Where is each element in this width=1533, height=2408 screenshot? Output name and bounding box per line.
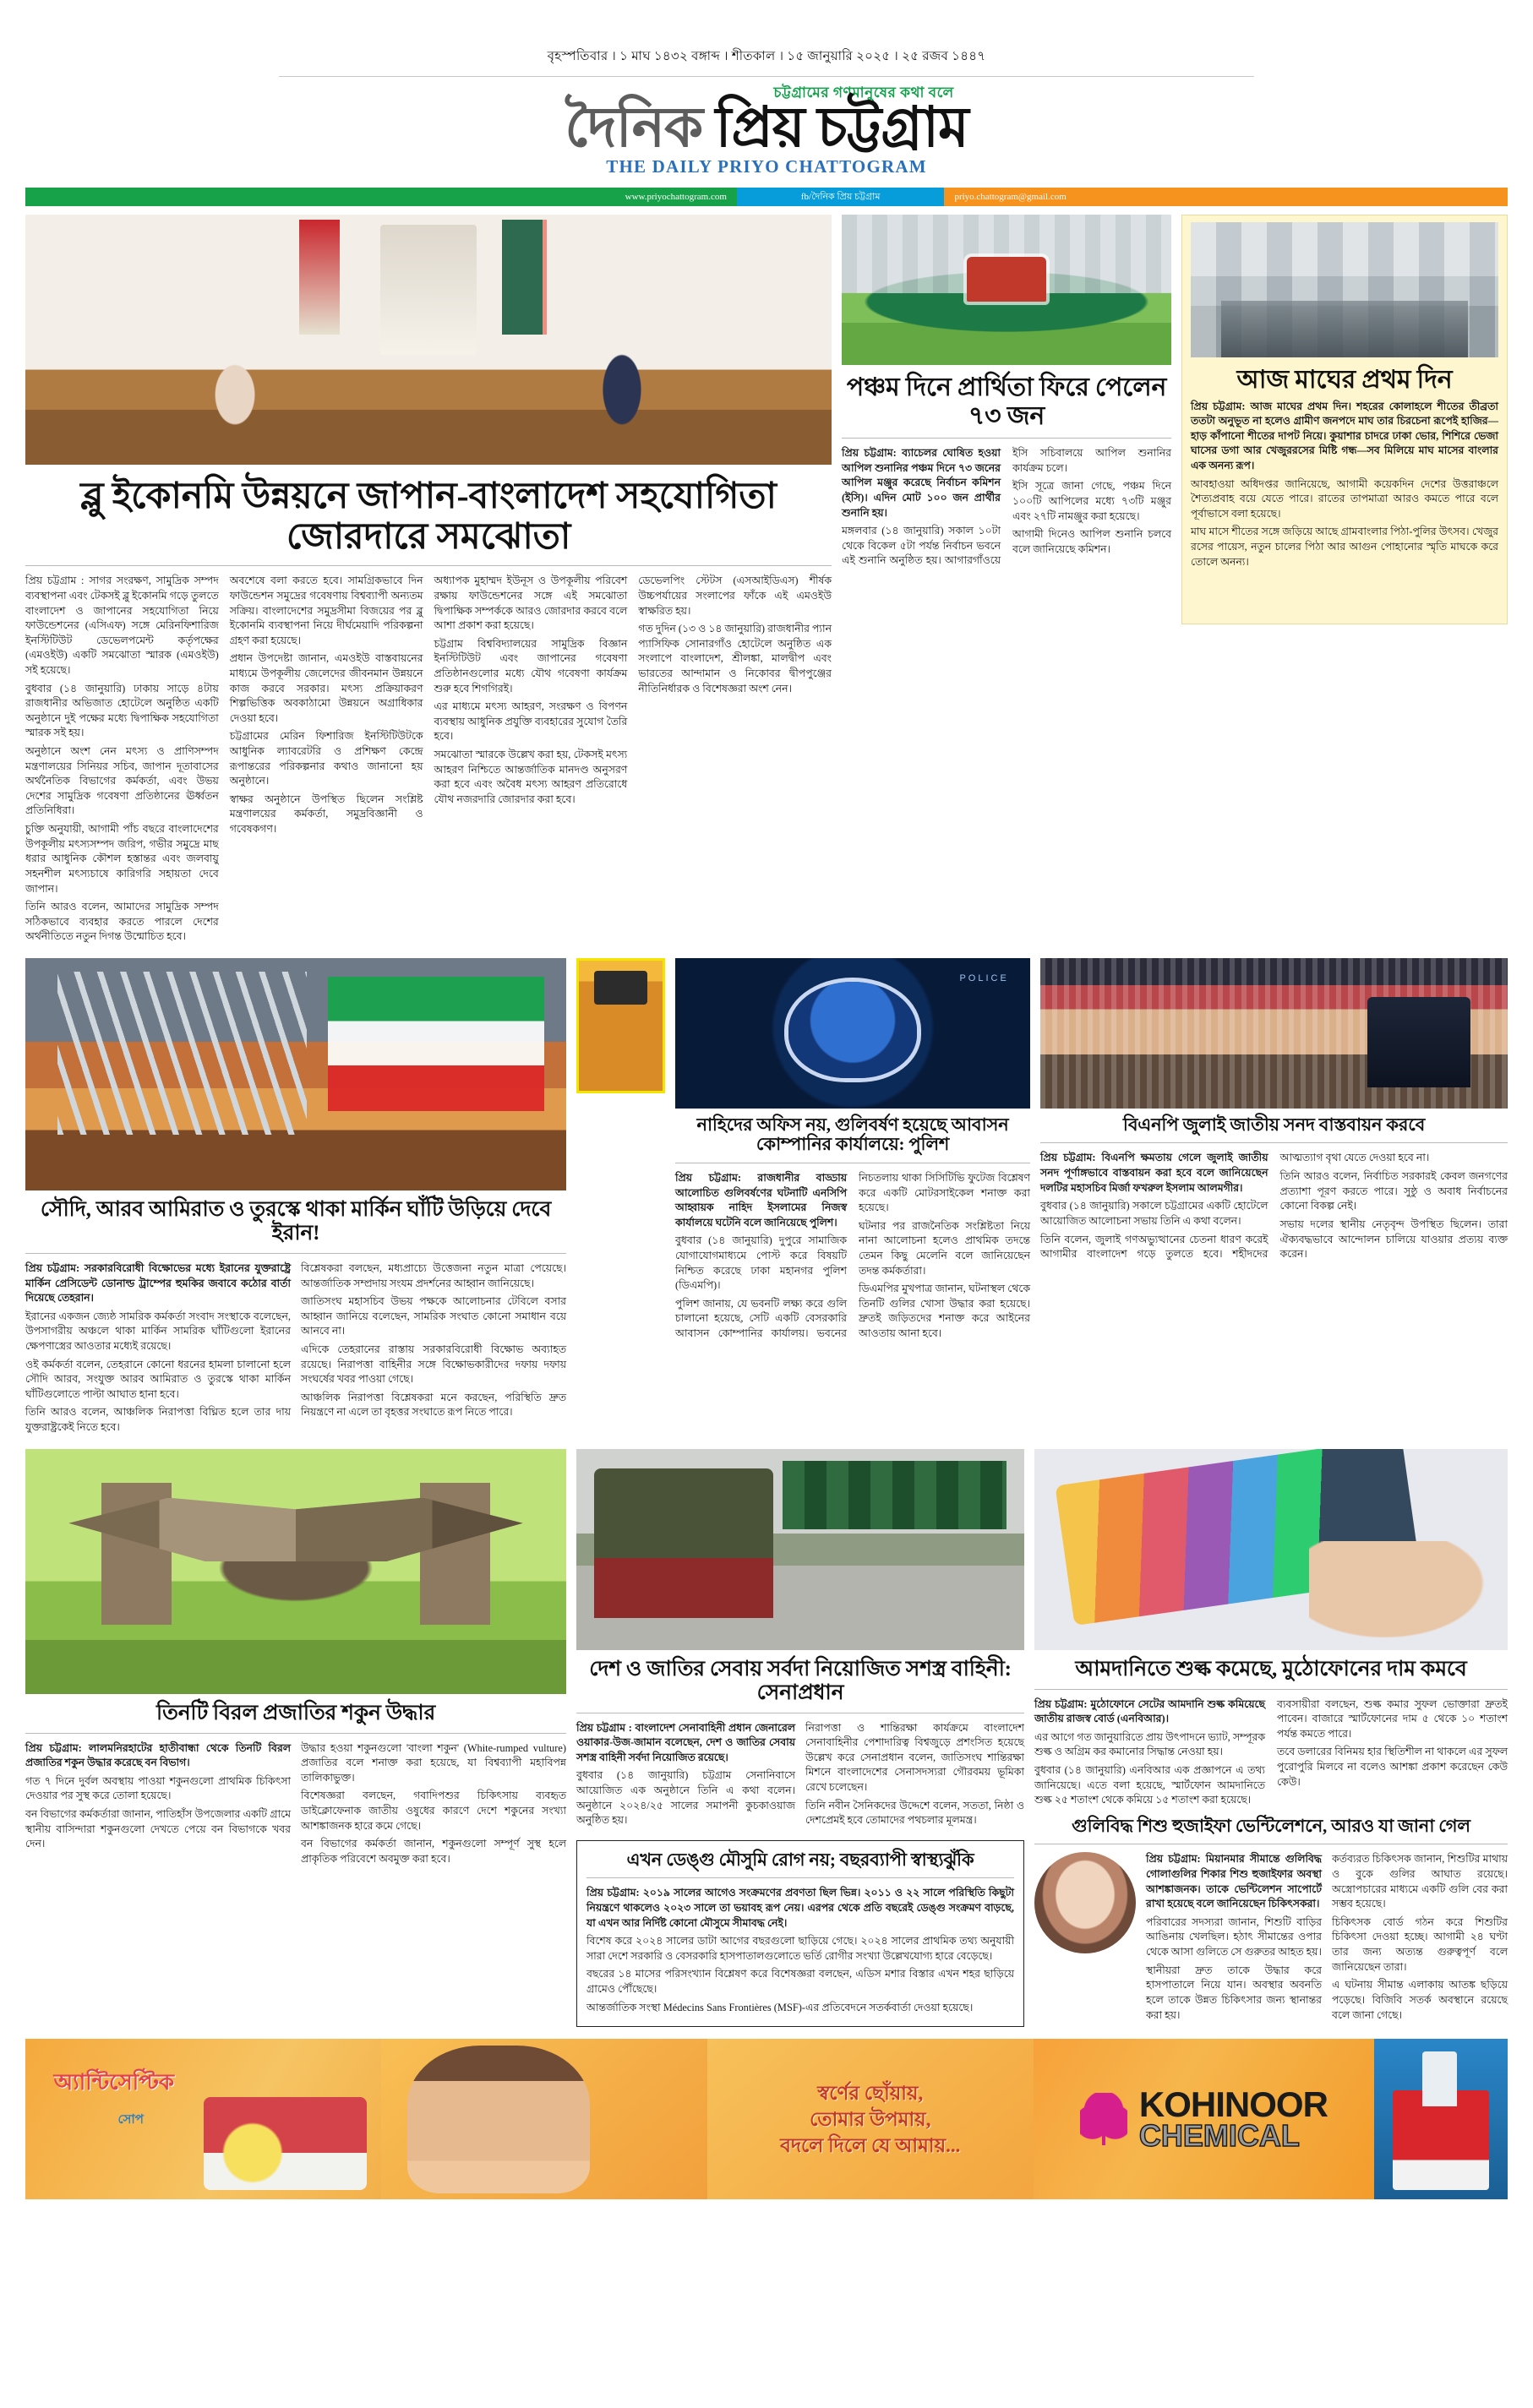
paragraph: বিশেষ করে ২০২৪ সালের ডাটা আগের বছরগুলো ছাড়িয়ে গেছে। ২০২৪ সালের প্রাথমিক তথ্য অনুযায়ী সারা দেশে সরকারি ও বেসরকারি হাসপাতালগুলোতে ভর্তি রোগীর সংখ্যা উল্লেখযোগ্য হারে বেড়েছে। <box>586 1935 1014 1962</box>
weather-story <box>1181 215 1508 948</box>
paragraph: মঙ্গলবার (১৪ জানুয়ারি) সকাল ১০টা থেকে বিকেল ৫টা পর্যন্ত নির্বাচন ভবনে এই শুনানি অনুষ্ঠিত হয়। আগারগাঁওয়ে ইসি সচিবালয়ে আপিল শুনানির কার্যক্রম চলে। <box>842 447 1171 567</box>
paragraph: তবে ডলারের বিনিময় হার স্থিতিশীল না থাকলে এর সুফল পুরোপুরি মিলবে না বলেও আশঙ্কা প্রকাশ করেছেন কেউ কেউ। <box>1277 1746 1508 1788</box>
divider <box>586 1877 1014 1878</box>
paragraph: আবহাওয়া অধিদপ্তর জানিয়েছে, আগামী কয়েকদিন দেশের উত্তরাঞ্চলে শৈত্যপ্রবাহ বয়ে যেতে পারে। রাতের তাপমাত্রা আরও কমতে পারে বলে পূর্বাভাসে বলা হয়েছে। <box>1191 477 1498 520</box>
paragraph: বন বিভাগের কর্মকর্তা জানান, শকুনগুলো সম্পূর্ণ সুস্থ হলে প্রাকৃতিক পরিবেশে অবমুক্ত করা হবে। <box>301 1838 566 1865</box>
ec-story-headline[interactable]: পঞ্চম দিনে প্রার্থিতা ফিরে পেলেন ৭৩ জন <box>846 373 1167 430</box>
child-story-photo-wrap <box>1034 1852 1136 2026</box>
paragraph: ইরানের একজন জ্যেষ্ঠ সামরিক কর্মকর্তা সংবাদ সংস্থাকে বলেছেন, উপসাগরীয় অঞ্চলে থাকা মার্কিন সামরিক ঘাঁটিগুলো ইরানের ক্ষেপণাস্ত্রের আওতার মধ্যেই রয়েছে। <box>25 1310 291 1352</box>
vulture-story <box>25 1449 566 2028</box>
paragraph: অনুষ্ঠানে অংশ নেন মৎস্য ও প্রাণিসম্পদ মন্ত্রণালয়ের সিনিয়র সচিব, জাপান দূতাবাসের অর্থনৈতিক বিভাগের কর্মকর্তা, এবং উভয় দেশের সামুদ্রিক গবেষণা প্রতিষ্ঠানের ঊর্ধ্বতন প্রতিনিধিরা। <box>25 745 219 817</box>
police-story-photo <box>675 958 1030 1109</box>
weather-story-headline[interactable]: আজ মাঘের প্রথম দিন <box>1236 366 1453 394</box>
weather-story-box <box>1181 215 1508 624</box>
paragraph: আগামী দিনেও আপিল শুনানি চলবে বলে জানিয়েছে কমিশন। <box>1012 528 1171 555</box>
bnp-story-headline[interactable]: বিএনপি জুলাই জাতীয় সনদ বাস্তবায়ন করবে <box>1122 1114 1426 1135</box>
paragraph: তিনি বলেন, জুলাই গণঅভ্যুত্থানের চেতনা ধারণ করেই আগামীর বাংলাদেশ গড়ে তুলতে হবে। শহীদদের আত্মত্যাগ বৃথা যেতে দেওয়া হবে না। <box>1040 1152 1430 1261</box>
bnp-story-body <box>1040 1151 1508 1263</box>
lead-column-4 <box>638 574 832 948</box>
child-column-1 <box>1146 1852 1322 2026</box>
paragraph: আন্তর্জাতিক সংস্থা Médecins Sans Frontières (MSF)-এর প্রতিবেদনে সতর্কবার্তা দেওয়া হয়েছে। <box>586 2001 974 2013</box>
ad-company-line-2: CHEMICAL <box>1138 2118 1300 2154</box>
right-column-stack <box>1034 1449 1508 2028</box>
paragraph: মাঘ মাসে শীতের সঙ্গে জড়িয়ে আছে গ্রামবাংলার পিঠা-পুলির উৎসব। খেজুর রসের পায়েস, নতুন চালের পিঠা আর আগুন পোহানোর স্মৃতি মাঘকে করে তোলে অনন্য। <box>1191 526 1498 568</box>
masthead <box>25 77 1508 178</box>
paragraph: বুধবার (১৪ জানুয়ারি) এনবিআর এক প্রজ্ঞাপনে এ তথ্য জানিয়েছে। এতে বলা হয়েছে, স্মার্টফোন আমদানিতে শুল্ক ২৫ শতাংশ থেকে কমিয়ে ১৫ শতাংশ করা হয়েছে। <box>1034 1764 1265 1806</box>
vulture-story-columns <box>25 1741 566 1871</box>
ad-slogan-line-2: তোমার উপমায়, <box>810 2108 931 2130</box>
lead-column-3 <box>434 574 628 948</box>
paragraph: পুলিশ জানায়, যে ভবনটি লক্ষ্য করে গুলি চালানো হয়েছে, সেটি একটি বেসরকারি আবাসন কোম্পানির কার্যালয়। ভবনের নিচতলায় থাকা সিসিটিভি ফুটেজ বিশ্লেষণ করে একটি মোটরসাইকেল শনাক্ত করা হয়েছে। <box>675 1171 1030 1340</box>
paragraph: জাতিসংঘ মহাসচিব উভয় পক্ষকে আলোচনার টেবিলে বসার আহ্বান জানিয়ে বলেছেন, সামরিক সংঘাত কোনো সমাধান বয়ে আনবে না। <box>301 1295 566 1337</box>
police-story-body <box>675 1171 1030 1343</box>
paragraph: প্রিয় চট্টগ্রাম : সাগর সংরক্ষণ, সামুদ্রিক সম্পদ ব্যবস্থাপনা এবং টেকসই ব্লু ইকোনমি গড়ে তুলতে বাংলাদেশ ও জাপানের সহযোগিতা নিয়ে ফাউন্ডেশনের (এসিএফ) সঙ্গে মেরিনফিশারিজ ইনস্টিটিউট ডেভেলপমেন্ট কর্তৃপক্ষের (এমওইউ) একটি সমঝোতা স্মারক (এমওইউ) সই হয়েছে। <box>25 575 219 676</box>
facebook-link[interactable]: fb/দৈনিক প্রিয় চট্টগ্রাম <box>737 188 945 206</box>
paragraph: প্রিয় চট্টগ্রাম : বাংলাদেশ সেনাবাহিনী প্রধান জেনারেল ওয়াকার-উজ-জামান বলেছেন, দেশ ও জাতির সেবায় সশস্ত্র বাহিনী সর্বদা নিয়োজিত রয়েছে। <box>576 1721 795 1763</box>
iran-story <box>25 958 566 1439</box>
paragraph: গত দুদিন (১৩ ও ১৪ জানুয়ারি) রাজধানীর প্যান প্যাসিফিক সোনারগাঁও হোটেলে অনুষ্ঠিত এক সংলাপে বাংলাদেশ, শ্রীলঙ্কা, মালদ্বীপ এবং ভারতের আন্দামান ও নিকোবর দ্বীপপুঞ্জের নীতিনির্ধারক ও বিশেষজ্ঞরা অংশ নেন। <box>638 623 832 695</box>
police-story-headline[interactable]: নাহিদের অফিস নয়, গুলিবর্ষণ হয়েছে আবাসন কোম্পানির কার্যালয়ে: পুলিশ <box>696 1114 1009 1155</box>
iran-story-photo <box>25 958 566 1190</box>
contact-colorbar <box>25 188 1508 206</box>
vulture-column-2 <box>301 1741 566 1871</box>
paragraph: বন বিভাগের কর্মকর্তারা জানান, পাতিহাঁস উপজেলার একটি গ্রামে স্থানীয় বাসিন্দারা শকুনগুলো দেখতে পেয়ে বন বিভাগকে খবর দেন। <box>25 1808 291 1850</box>
ad-products-panel <box>1374 2039 1508 2199</box>
ad-slogan-line-1: স্বর্ণের ছোঁয়ায়, <box>817 2082 924 2104</box>
ad-brand-subtitle: সোপ <box>117 2112 144 2127</box>
paragraph: বুধবার (১৪ জানুয়ারি) চট্টগ্রাম সেনানিবাসে আয়োজিত এক অনুষ্ঠানে তিনি এ কথা বলেন। অনুষ্ঠানে ২০২৪/২৫ সালের সমাপনী কুচকাওয়াজ অনুষ্ঠিত হয়। <box>576 1769 795 1827</box>
paragraph: এর আগে গত জানুয়ারিতে প্রায় উৎপাদনে ভ্যাট, সম্পূরক শুল্ক ও অগ্রিম কর কমানোর সিদ্ধান্ত নেওয়া হয়। <box>1034 1730 1265 1758</box>
bnp-story-photo <box>1040 958 1508 1109</box>
army-story-columns <box>576 1721 1024 1832</box>
ad-slogan <box>780 2080 960 2159</box>
ad-company-panel[interactable] <box>1034 2039 1374 2199</box>
divider <box>25 1733 566 1734</box>
paragraph: প্রিয় চট্টগ্রাম: লালমনিরহাটের হাতীবান্ধা থেকে তিনটি বিরল প্রজাতির শকুন উদ্ধার করেছে বন বিভাগ। <box>25 1741 291 1769</box>
army-column-1 <box>576 1721 795 1832</box>
divider <box>25 565 832 566</box>
army-story-photo <box>576 1449 1024 1650</box>
paragraph: বুধবার (১৪ জানুয়ারি) ঢাকায় সাড়ে ৪টায় রাজধানীর অভিজাত হোটেলে অনুষ্ঠিত একটি অনুষ্ঠানে দুই পক্ষের মধ্যে দ্বিপাক্ষিক সহযোগিতা স্মারক সই হয়। <box>25 682 219 739</box>
masthead-slogan: চট্টগ্রামের গণমানুষের কথা বলে <box>773 84 954 101</box>
paragraph: চিকিৎসক বোর্ড গঠন করে শিশুটির চিকিৎসা দেওয়া হচ্ছে। আগামী ২৪ ঘণ্টা তার জন্য অত্যন্ত গুরুত্বপূর্ণ বলে জানিয়েছেন তারা। <box>1332 1915 1508 1973</box>
divider <box>842 438 1171 439</box>
vulture-story-photo <box>25 1449 566 1694</box>
ec-story-photo <box>842 215 1171 365</box>
nameplate-part-2: প্রিয় চট্টগ্রাম <box>715 97 968 159</box>
bnp-story <box>1040 958 1508 1439</box>
paragraph: অধ্যাপক মুহাম্মদ ইউনূস ও উপকূলীয় পরিবেশ রক্ষায় ফাউন্ডেশনের সঙ্গে এই সমঝোতা দ্বিপাক্ষিক সম্পর্ককে আরও জোরদার করবে বলে আশা প্রকাশ করা হয়েছে। <box>434 575 628 632</box>
iran-story-columns <box>25 1261 566 1439</box>
lead-column-1 <box>25 574 219 948</box>
paragraph: বুধবার (১৪ জানুয়ারি) দুপুরে সামাজিক যোগাযোগমাধ্যমে পোস্ট করে বিষয়টি নিশ্চিত করেছে ঢাকা মহানগর পুলিশ (ডিএমপি)। <box>675 1234 847 1292</box>
child-story-columns <box>1034 1852 1508 2026</box>
paragraph: গত ৭ দিনে দুর্বল অবস্থায় পাওয়া শকুনগুলো প্রাথমিক চিকিৎসা দেওয়ার পর সুস্থ করে তোলা হয়েছে। <box>25 1774 291 1802</box>
phone-story-photo <box>1034 1449 1508 1650</box>
ad-product-panel[interactable] <box>25 2039 381 2199</box>
paragraph: তিনি আরও বলেন, আঞ্চলিক নিরাপত্তা বিঘ্নিত হলে তার দায় যুক্তরাষ্ট্রকেই নিতে হবে। <box>25 1406 291 1434</box>
paragraph: আঞ্চলিক নিরাপত্তা বিশ্লেষকরা মনে করছেন, পরিস্থিতি দ্রুত নিয়ন্ত্রণে না এলে তা বৃহত্তর সংঘাতে রূপ নিতে পারে। <box>301 1391 566 1419</box>
phone-story <box>1034 1449 1508 1808</box>
paragraph: সমঝোতা স্মারকে উল্লেখ করা হয়, টেকসই মৎস্য আহরণ নিশ্চিতে আন্তর্জাতিক মানদণ্ড অনুসরণ করা হবে এবং অবৈধ মৎস্য আহরণ প্রতিরোধে যৌথ নজরদারি জোরদার করা হবে। <box>434 749 628 805</box>
divider <box>1034 1689 1508 1690</box>
ad-slogan-line-3: বদলে দিলে যে আমায়... <box>780 2134 961 2156</box>
second-row <box>25 958 1508 1439</box>
army-column-2 <box>805 1721 1024 1832</box>
dengue-story <box>576 1840 1024 2027</box>
paragraph: প্রিয় চট্টগ্রাম: মিয়ানমার সীমান্তে গুলিবিদ্ধ গোলাগুলির শিকার শিশু হুজাইফার অবস্থা আশঙ্কাজনক। তাকে ভেন্টিলেশন সাপোর্টে রাখা হয়েছে বলে জানিয়েছেন চিকিৎসকরা। <box>1146 1853 1322 1910</box>
phone-story-headline[interactable]: আমদানিতে শুল্ক কমেছে, মুঠোফোনের দাম কমবে <box>1075 1657 1467 1681</box>
paragraph: ডেভেলপিং স্টেটস (এসআইডিএস) শীর্ষক উচ্চপর্যায়ের সংলাপের ফাঁকে এই এমওইউ স্বাক্ষরিত হয়। <box>638 575 832 617</box>
paragraph: প্রিয় চট্টগ্রাম: মুঠোফোনে সেটের আমদানি শুল্ক কমিয়েছে জাতীয় রাজস্ব বোর্ড (এনবিআর)। <box>1034 1697 1265 1725</box>
paragraph: ঘটনার পর রাজনৈতিক সংশ্লিষ্টতা নিয়ে নানা আলোচনা হলেও প্রাথমিক তদন্তে তেমন কিছু মেলেনি বলে জানিয়েছেন তদন্ত কর্মকর্তারা। <box>859 1219 1030 1277</box>
bottom-advertisement[interactable] <box>25 2039 1508 2199</box>
paragraph: স্বাক্ষর অনুষ্ঠানে উপস্থিত ছিলেন সংশ্লিষ্ট মন্ত্রণালয়ের কর্মকর্তা, সমুদ্রবিজ্ঞানী ও গবেষকগণ। <box>229 793 423 836</box>
masthead-nameplate <box>25 97 1508 159</box>
lead-story-columns <box>25 574 832 948</box>
ad-company-line-1: KOHINOOR <box>1138 2084 1328 2125</box>
nameplate-part-1: দৈনিক <box>565 97 703 159</box>
website-link[interactable]: www.priyochattogram.com <box>25 188 737 206</box>
kohinoor-logo-icon <box>1080 2093 1127 2145</box>
divider <box>1040 1142 1508 1143</box>
paragraph: পরিবারের সদস্যরা জানান, শিশুটি বাড়ির আঙিনায় খেলছিল। হঠাৎ সীমান্তের ওপার থেকে আসা গুলিতে সে গুরুতর আহত হয়। <box>1146 1915 1322 1959</box>
paragraph: প্রিয় চট্টগ্রাম: ব্যাচেলর ঘোষিত হওয়া আপিল শুনানির পঞ্চম দিনে ৭৩ জনের আপিল মঞ্জুর করেছে নির্বাচন কমিশন (ইসি)। এদিন মোট ১০০ জন প্রার্থীর শুনানি হয়। <box>842 447 1001 519</box>
lead-story-photo <box>25 215 832 465</box>
ec-story-body <box>842 446 1171 569</box>
paragraph: প্রিয় চট্টগ্রাম: আজ মাঘের প্রথম দিন। শহরের কোলাহলে শীতের তীব্রতা ততটা অনুভূত না হলেও গ্রামীণ জনপদে মাঘ তার চিরচেনা রূপেই হাজির—হাড় কাঁপানো শীতের দাপট নিয়ে। কুয়াশার চাদরে ঢাকা ভোর, শিশিরে ভেজা ঘাসের ডগা আর খেজুররসের মিষ্টি গন্ধ—সব মিলিয়ে মাঘ মাসের বাংলার এক অনন্য রূপ। <box>1191 400 1498 472</box>
paragraph: সভায় দলের স্থানীয় নেতৃবৃন্দ উপস্থিত ছিলেন। তারা ঐক্যবদ্ধভাবে আন্দোলন চালিয়ে যাওয়ার প্রত্যয় ব্যক্ত করেন। <box>1279 1218 1508 1261</box>
paragraph: নিরাপত্তা ও শান্তিরক্ষা কার্যক্রমে বাংলাদেশ সেনাবাহিনীর পেশাদারিত্ব বিশ্বজুড়ে প্রশংসিত হয়েছে উল্লেখ করে সেনাপ্রধান বলেন, জাতিসংঘ শান্তিরক্ষা মিশনে বাংলাদেশের সেনাসদস্যরা গৌরবময় ভূমিকা রেখে চলেছেন। <box>805 1721 1024 1794</box>
lead-story-headline[interactable]: ব্লু ইকোনমি উন্নয়নে জাপান-বাংলাদেশ সহযোগিতা জোরদারে সমঝোতা <box>80 477 777 558</box>
lead-story <box>25 215 832 948</box>
paragraph: বুধবার (১৪ জানুয়ারি) সকালে চট্টগ্রামের একটি হোটেলে আয়োজিত আলোচনা সভায় তিনি এ কথা বলেন। <box>1040 1200 1268 1227</box>
iran-story-headline[interactable]: সৌদি, আরব আমিরাত ও তুরস্কে থাকা মার্কিন ঘাঁটি উড়িয়ে দেবে ইরান! <box>40 1197 552 1245</box>
child-story <box>1034 1817 1508 2026</box>
paragraph: বিশ্লেষকরা বলছেন, মধ্যপ্রাচ্যে উত্তেজনা নতুন মাত্রা পেয়েছে। আন্তর্জাতিক সম্প্রদায় সংযম প্রদর্শনের আহ্বান জানিয়েছে। <box>301 1261 566 1289</box>
paragraph: চট্টগ্রামের মেরিন ফিশারিজ ইনস্টিটিউটকে আধুনিক ল্যাবরেটরি ও প্রশিক্ষণ কেন্দ্রে রূপান্তরের পরিকল্পনার কথাও জানানো হয় অনুষ্ঠানে। <box>229 730 423 787</box>
divider <box>25 1253 566 1254</box>
top-row <box>25 215 1508 948</box>
paragraph: প্রিয় চট্টগ্রাম: সরকারবিরোধী বিক্ষোভের মধ্যে ইরানের যুক্তরাষ্ট্রে মার্কিন প্রেসিডেন্ট ডোনাল্ড ট্রাম্পের হুমকির জবাবে কঠোর বার্তা দিয়েছে তেহরান। <box>25 1261 291 1305</box>
paragraph: প্রিয় চট্টগ্রাম: ২০১৯ সালের আগেও সংক্রমণের প্রবণতা ছিল ভিন্ন। ২০১১ ও ২২ সালে পরিস্থিতি কিছুটা নিয়ন্ত্রণে থাকলেও ২০২৩ সালে তা ভয়াবহ রূপ নেয়। এরপর থেকে প্রতি বছরেই ডেঙ্গু সংক্রমণ বাড়ছে, যা এখন আর নির্দিষ্ট কোনো মৌসুমে সীমাবদ্ধ নেই। <box>586 1887 1014 1929</box>
weather-story-body <box>1191 400 1498 570</box>
dengue-story-headline[interactable]: এখন ডেঙ্গু মৌসুমি রোগ নয়; বছরব্যাপী স্বাস্থ্যঝুঁকি <box>626 1849 974 1870</box>
ec-story <box>842 215 1171 948</box>
paragraph: অবশেষে বলা করতে হবে। সামগ্রিকভাবে দিন ফাউন্ডেশন সমুদ্রের গবেষণায় বিশ্বব্যাপী অন্যতম সক্রিয়। বাংলাদেশের সমুদ্রসীমা বিজয়ের পর ব্লু ইকোনমি ব্যবস্থাপনা নিয়ে দীর্ঘমেয়াদি পরিকল্পনা গ্রহণ করা হয়েছে। <box>229 575 423 646</box>
paragraph: বিশেষজ্ঞরা বলছেন, গবাদিপশুর চিকিৎসায় ব্যবহৃত ডাইক্লোফেনাক জাতীয় ওষুধের কারণে দেশে শকুনের সংখ্যা আশঙ্কাজনক হারে কমে গেছে। <box>301 1790 566 1832</box>
dengue-story-body <box>586 1886 1014 2015</box>
weather-story-photo <box>1191 222 1498 357</box>
third-row <box>25 1449 1508 2028</box>
ad-brand-name: অ্যান্টিসেপ্টিক <box>53 2069 175 2095</box>
paragraph: ডিএমপির মুখপাত্র জানান, ঘটনাস্থল থেকে তিনটি গুলির খোসা উদ্ধার করা হয়েছে। দ্রুতই জড়িতদের শনাক্ত করে আইনের আওতায় আনা হবে। <box>859 1283 1030 1340</box>
iran-column-2 <box>301 1261 566 1439</box>
paragraph: এর মাধ্যমে মৎস্য আহরণ, সংরক্ষণ ও বিপণন ব্যবস্থায় আধুনিক প্রযুক্তি ব্যবহারের সুযোগ তৈরি হবে। <box>434 700 628 743</box>
paragraph: তিনি আরও বলেন, আমাদের সামুদ্রিক সম্পদ সঠিকভাবে ব্যবহার করতে পারলে দেশের অর্থনীতিতে নতুন দিগন্ত উন্মোচিত হবে। <box>25 901 219 943</box>
vulture-column-1 <box>25 1741 291 1871</box>
paragraph: ওই কর্মকর্তা বলেন, তেহরানে কোনো ধরনের হামলা চালানো হলে সৌদি আরব, সংযুক্ত আরব আমিরাত ও তুরস্কে থাকা মার্কিন ঘাঁটিগুলোতে পাল্টা আঘাত হানা হবে। <box>25 1358 291 1400</box>
paragraph: প্রধান উপদেষ্টা জানান, এমওইউ বাস্তবায়নের মাধ্যমে উপকূলীয় জেলেদের জীবনমান উন্নয়নে কাজ করবে সরকার। মৎস্য প্রক্রিয়াকরণ শিল্পভিত্তিক অবকাঠামো উন্নয়নে অগ্রাধিকার দেওয়া হবে। <box>229 652 423 724</box>
banner-ad-image[interactable] <box>576 958 665 1093</box>
paragraph: কর্তব্যরত চিকিৎসক জানান, শিশুটির মাথায় ও বুকে গুলির আঘাত রয়েছে। অস্ত্রোপচারের মাধ্যমে একটি গুলি বের করা সম্ভব হয়েছে। <box>1332 1853 1508 1910</box>
paragraph: উদ্ধার হওয়া শকুনগুলো 'বাংলা শকুন' (White-rumped vulture) প্রজাতির বলে শনাক্ত করা হয়েছে, যা বিশ্বব্যাপী মহাবিপন্ন তালিকাভুক্ত। <box>301 1741 566 1784</box>
child-story-photo <box>1034 1852 1136 1953</box>
paragraph: এ ঘটনায় সীমান্ত এলাকায় আতঙ্ক ছড়িয়ে পড়েছে। বিজিবি সতর্ক অবস্থানে রয়েছে বলে জানা গেছে। <box>1332 1979 1508 2021</box>
paragraph: ব্যবসায়ীরা বলছেন, শুল্ক কমার সুফল ভোক্তারা দ্রুতই পাবেন। বাজারে স্মার্টফোনের দাম ৫ থেকে ১০ শতাংশ পর্যন্ত কমতে পারে। <box>1277 1697 1508 1740</box>
vulture-story-headline[interactable]: তিনটি বিরল প্রজাতির শকুন উদ্ধার <box>155 1701 435 1724</box>
phone-story-body <box>1034 1697 1508 1808</box>
email-link[interactable]: priyo.chattogram@gmail.com <box>944 188 1508 206</box>
paragraph: প্রিয় চট্টগ্রাম: রাজধানীর বাড্ডায় আলোচিত গুলিবর্ষণের ঘটনাটি এনসিপি আহ্বায়ক নাহিদ ইসলামের নিজস্ব কার্যালয়ে ঘটেনি বলে জানিয়েছে পুলিশ। <box>675 1171 847 1229</box>
ad-slogan-panel <box>707 2039 1034 2199</box>
paragraph: প্রিয় চট্টগ্রাম: বিএনপি ক্ষমতায় গেলে জুলাই জাতীয় সনদ পূর্ণাঙ্গভাবে বাস্তবায়ন করা হবে বলে জানিয়েছেন দলটির মহাসচিব মির্জা ফখরুল ইসলাম আলমগীর। <box>1040 1152 1268 1194</box>
army-story <box>576 1449 1024 2028</box>
police-story <box>675 958 1030 1439</box>
paragraph: স্থানীয়রা দ্রুত তাকে উদ্ধার করে হাসপাতালে নিয়ে যান। অবস্থার অবনতি হলে তাকে উন্নত চিকিৎসার জন্য স্থানান্তর করা হয়। <box>1146 1964 1322 2021</box>
side-banner-ad[interactable] <box>576 958 665 1439</box>
masthead-english-name: THE DAILY PRIYO CHATTOGRAM <box>606 155 927 177</box>
paragraph: তিনি নবীন সৈনিকদের উদ্দেশে বলেন, সততা, নিষ্ঠা ও দেশপ্রেমই হবে তোমাদের পথচলার মূলমন্ত্র। <box>805 1799 1024 1827</box>
lead-column-2 <box>230 574 423 948</box>
paragraph: ইসি সূত্রে জানা গেছে, পঞ্চম দিনে ১০০টি আপিলের মধ্যে ৭৩টি মঞ্জুর এবং ২৭টি নামঞ্জুর করা হয়েছে। <box>1012 480 1171 522</box>
ad-company-name <box>1138 2084 1328 2154</box>
paragraph: তিনি আরও বলেন, নির্বাচিত সরকারই কেবল জনগণের প্রত্যাশা পূরণ করতে পারে। সুষ্ঠু ও অবাধ নির্বাচনের কোনো বিকল্প নেই। <box>1279 1170 1508 1212</box>
child-column-2 <box>1332 1852 1508 2026</box>
paragraph: চুক্তি অনুযায়ী, আগামী পাঁচ বছরে বাংলাদেশের উপকূলীয় মৎস্যসম্পদ জরিপ, গভীর সমুদ্রে মাছ ধরার আধুনিক কৌশল হস্তান্তর এবং জলবায়ু সহনশীল মৎস্যচাষে কারিগরি সহায়তা দেবে জাপান। <box>25 823 219 895</box>
paragraph: এদিকে তেহরানের রাস্তায় সরকারবিরোধী বিক্ষোভ অব্যাহত রয়েছে। নিরাপত্তা বাহিনীর সঙ্গে বিক্ষোভকারীদের দফায় দফায় সংঘর্ষের খবর পাওয়া গেছে। <box>301 1343 566 1386</box>
dateline: বৃহস্পতিবার । ১ মাঘ ১৪৩২ বঙ্গাব্দ । শীতকাল । ১৫ জানুয়ারি ২০২৫ । ২৫ রজব ১৪৪৭ <box>547 50 986 63</box>
army-story-headline[interactable]: দেশ ও জাতির সেবায় সর্বদা নিয়োজিত সশস্ত্র বাহিনী: সেনাপ্রধান <box>589 1657 1012 1704</box>
paragraph: বছরের ১৪ মাসের পরিসংখ্যান বিশ্লেষণ করে বিশেষজ্ঞরা বলছেন, এডিস মশার বিস্তার এখন শহর ছাড়িয়ে গ্রামেও পৌঁছেছে। <box>586 1968 1014 1996</box>
ad-model-panel <box>381 2039 707 2199</box>
child-story-headline[interactable]: গুলিবিদ্ধ শিশু হুজাইফা ভেন্টিলেশনে, আরও যা জানা গেল <box>1072 1815 1470 1836</box>
iran-column-1 <box>25 1261 291 1439</box>
paragraph: চট্টগ্রাম বিশ্ববিদ্যালয়ের সামুদ্রিক বিজ্ঞান ইনস্টিটিউট এবং জাপানের গবেষণা প্রতিষ্ঠানগুলোর মধ্যে যৌথ গবেষণা কার্যক্রম শুরু হবে শিগগিরই। <box>434 637 628 695</box>
